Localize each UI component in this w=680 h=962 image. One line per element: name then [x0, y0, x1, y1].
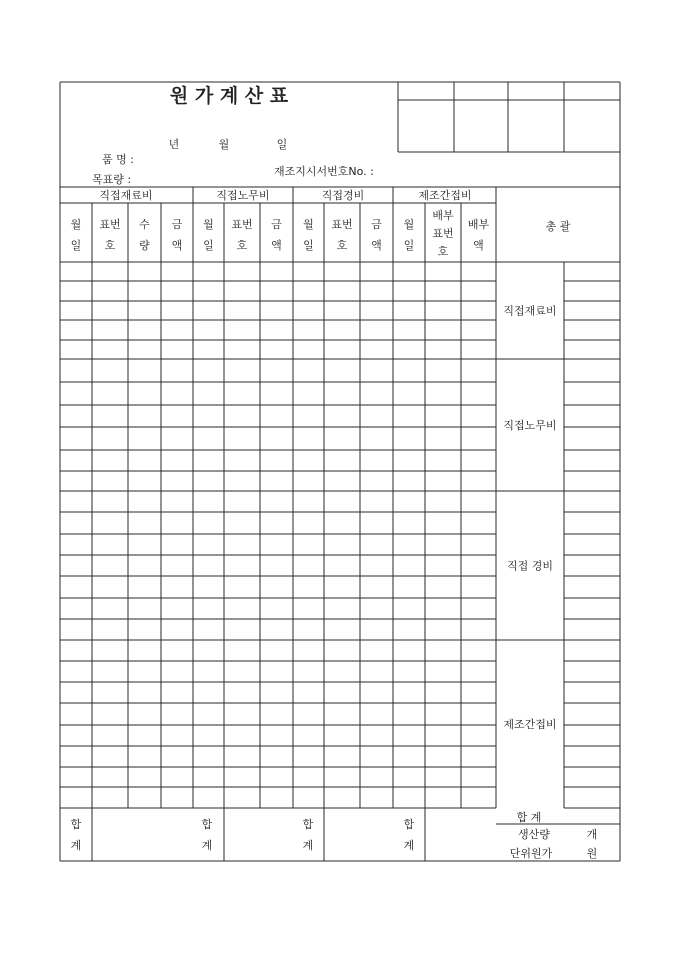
column-header-2-3: 액 — [271, 239, 282, 252]
total-label-4-b: 계 — [403, 839, 415, 852]
column-header-1-4: 금 — [171, 218, 183, 231]
column-header-3-3: 액 — [371, 239, 382, 252]
date-year: 년 — [168, 138, 180, 151]
column-header-1-1: 월 — [70, 218, 82, 231]
column-header-4-3: 액 — [473, 239, 484, 252]
section-label-4: 제조간접비 — [418, 189, 472, 202]
column-header-1-2: 호 — [104, 239, 116, 252]
work-order-number-label: 재조지시서번호No. : — [274, 165, 374, 178]
column-header-1-4: 액 — [171, 239, 183, 252]
target-quantity-label: 목표량 : — [92, 173, 132, 186]
summary-header: 총 괄 — [545, 220, 571, 233]
total-label-4-a: 합 — [403, 818, 415, 831]
total-label-2-b: 계 — [201, 839, 213, 852]
column-header-4-2: 배부 — [432, 209, 454, 222]
column-header-4-2: 호 — [437, 245, 449, 258]
summary-category-4: 제조간접비 — [503, 718, 557, 731]
column-header-1-2: 표번 — [99, 218, 121, 231]
unit-cost-unit: 원 — [586, 847, 598, 860]
column-header-3-2: 호 — [336, 239, 348, 252]
total-label-1-a: 합 — [70, 818, 82, 831]
column-header-1-3: 량 — [139, 239, 150, 252]
date-day: 일 — [276, 138, 288, 151]
column-header-2-2: 표번 — [231, 218, 253, 231]
unit-cost-label: 단위원가 — [509, 847, 553, 860]
column-header-2-1: 일 — [203, 239, 214, 252]
summary-category-2: 직접노무비 — [503, 419, 557, 432]
date-month: 월 — [218, 138, 230, 151]
column-header-4-3: 배부 — [467, 218, 490, 231]
production-quantity-label: 생산량 — [518, 828, 550, 841]
column-header-3-1: 일 — [303, 239, 314, 252]
total-label-1-b: 계 — [70, 839, 82, 852]
production-quantity-unit: 개 — [586, 828, 598, 841]
total-label-3-b: 계 — [302, 839, 314, 852]
total-label-3-a: 합 — [302, 818, 314, 831]
column-header-3-2: 표번 — [331, 218, 353, 231]
column-header-4-1: 월 — [403, 218, 415, 231]
total-label-2-a: 합 — [201, 818, 213, 831]
document-title: 원 가 계 산 표 — [169, 85, 289, 107]
summary-total-label: 합 계 — [516, 811, 542, 824]
summary-category-1: 직접재료비 — [503, 304, 557, 318]
column-header-1-1: 일 — [70, 239, 82, 252]
column-header-2-1: 월 — [203, 218, 214, 231]
column-header-2-2: 호 — [236, 239, 248, 252]
column-header-3-3: 금 — [371, 218, 382, 231]
section-label-2: 직접노무비 — [216, 189, 270, 202]
column-header-4-1: 일 — [403, 239, 415, 252]
column-header-3-1: 월 — [303, 218, 314, 231]
product-name-label: 품 명 : — [102, 153, 134, 166]
column-header-2-3: 금 — [271, 218, 282, 231]
summary-category-3: 직접 경비 — [506, 559, 554, 573]
sheet-text — [71, 84, 598, 860]
column-header-4-2: 표번 — [432, 227, 454, 240]
section-label-1: 직접재료비 — [99, 189, 153, 202]
section-label-3: 직접경비 — [321, 189, 365, 202]
column-header-1-3: 수 — [139, 218, 150, 231]
